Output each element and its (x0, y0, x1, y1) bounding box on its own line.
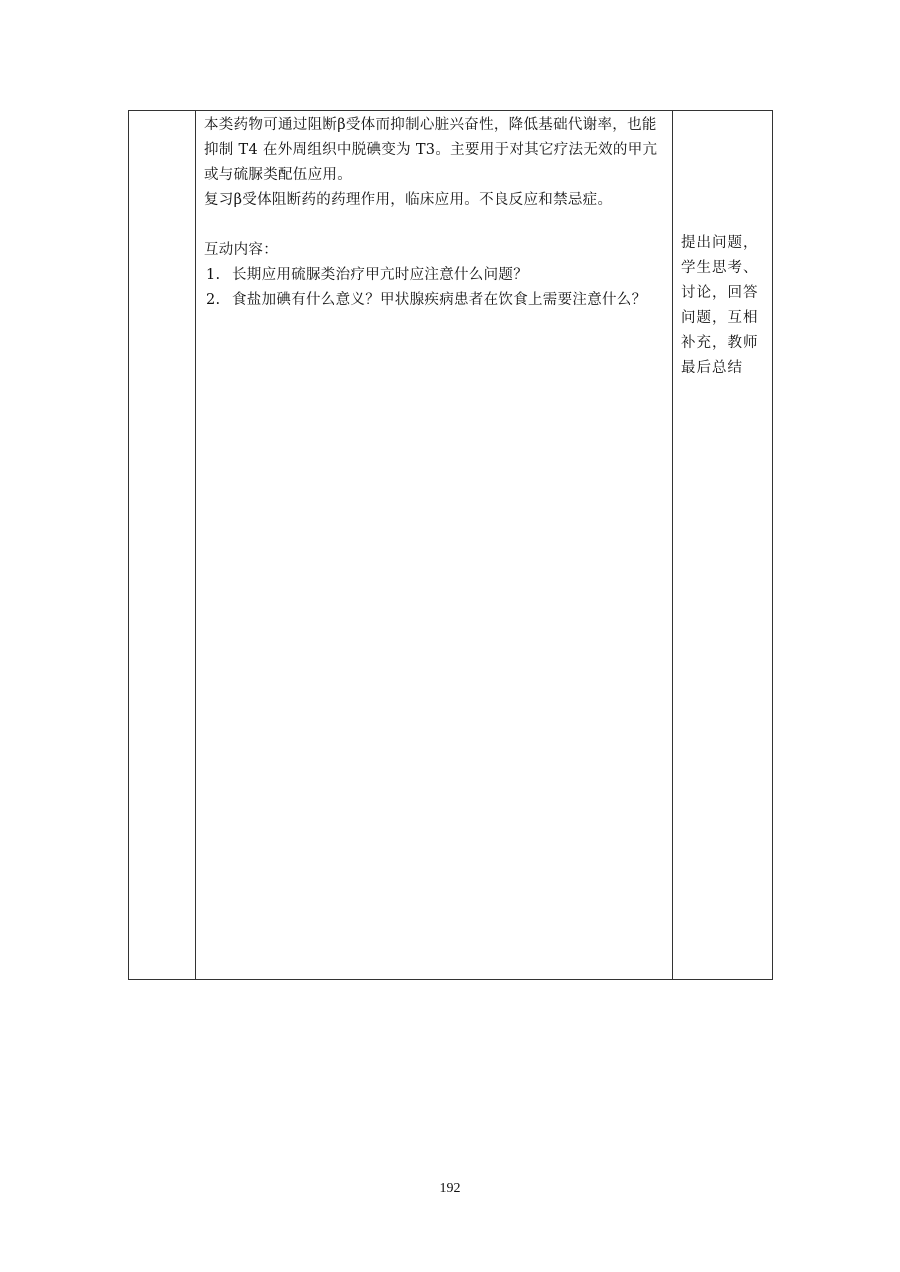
list-item-text: 食盐加碘有什么意义？甲状腺疾病患者在饮食上需要注意什么？ (232, 292, 647, 308)
drug-description-paragraph: 本类药物可通过阻断β受体而抑制心脏兴奋性，降低基础代谢率，也能抑制 T4 在外周组织中脱碘变为 T3。主要用于对其它疗法无效的甲亢或与硫脲类配伍应用。 (204, 117, 658, 183)
list-item-number: 1. (206, 267, 221, 283)
activity-cell (681, 231, 769, 381)
column-divider-left (195, 111, 196, 979)
list-item-text: 长期应用硫脲类治疗甲亢时应注意什么问题？ (232, 267, 528, 283)
activity-line: 最后总结 (681, 360, 743, 376)
list-item (204, 263, 666, 288)
activity-line: 补充，教师 (681, 335, 759, 351)
review-paragraph: 复习β受体阻断药的药理作用，临床应用。不良反应和禁忌症。 (204, 192, 613, 208)
content-cell (204, 113, 666, 313)
interaction-title: 互动内容： (204, 242, 278, 258)
column-divider-right (672, 111, 673, 979)
page-number: 192 (439, 1181, 461, 1196)
list-item (204, 288, 666, 313)
blank-line (204, 213, 666, 238)
activity-line: 提出问题， (681, 235, 759, 251)
activity-line: 问题，互相 (681, 310, 759, 326)
activity-line: 学生思考、 (681, 260, 759, 276)
lesson-table (128, 110, 773, 980)
activity-line: 讨论，回答 (681, 285, 759, 301)
list-item-number: 2. (206, 292, 221, 308)
